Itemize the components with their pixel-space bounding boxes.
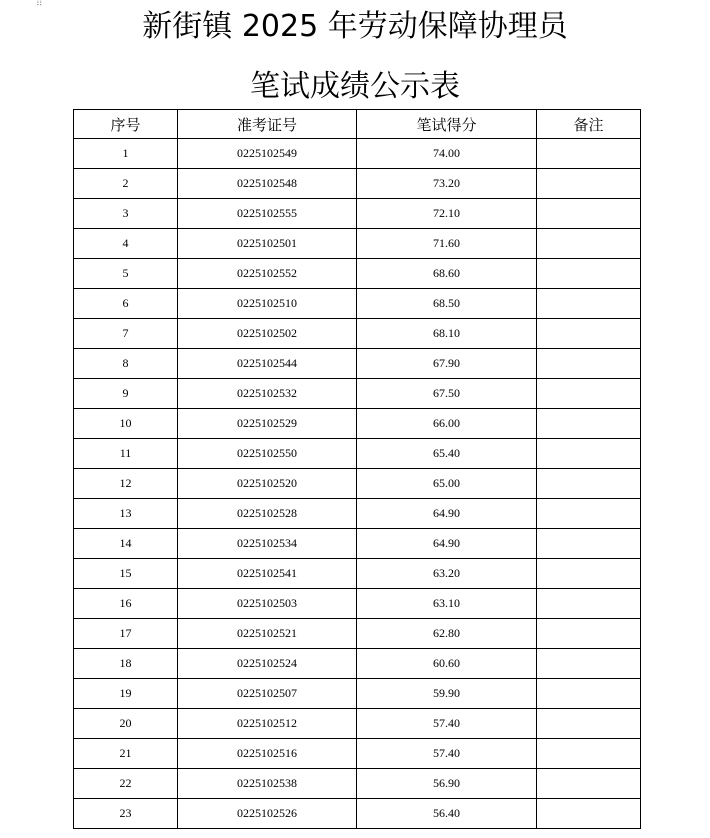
cell-score: 64.90 xyxy=(357,529,537,559)
table-row xyxy=(74,379,641,409)
score-table xyxy=(73,109,641,829)
cell-note xyxy=(537,589,641,619)
cell-exam-id: 0225102538 xyxy=(178,769,357,799)
cell-note xyxy=(537,289,641,319)
cell-score: 72.10 xyxy=(357,199,537,229)
cell-exam-id: 0225102552 xyxy=(178,259,357,289)
cell-score: 62.80 xyxy=(357,619,537,649)
cell-score: 68.50 xyxy=(357,289,537,319)
cell-score: 56.40 xyxy=(357,799,537,829)
cell-note xyxy=(537,469,641,499)
cell-note xyxy=(537,199,641,229)
cell-note xyxy=(537,259,641,289)
cell-exam-id: 0225102501 xyxy=(178,229,357,259)
cell-no: 21 xyxy=(74,739,178,769)
table-row xyxy=(74,259,641,289)
cell-no: 22 xyxy=(74,769,178,799)
table-row xyxy=(74,229,641,259)
cell-note xyxy=(537,679,641,709)
cell-score: 63.20 xyxy=(357,559,537,589)
cell-no: 4 xyxy=(74,229,178,259)
cell-exam-id: 0225102502 xyxy=(178,319,357,349)
cell-note xyxy=(537,349,641,379)
page-subtitle: 笔试成绩公示表 xyxy=(250,69,460,104)
cell-exam-id: 0225102507 xyxy=(178,679,357,709)
cell-exam-id: 0225102541 xyxy=(178,559,357,589)
table-row xyxy=(74,139,641,169)
cell-score: 65.40 xyxy=(357,439,537,469)
cell-score: 57.40 xyxy=(357,709,537,739)
cell-no: 17 xyxy=(74,619,178,649)
cell-exam-id: 0225102555 xyxy=(178,199,357,229)
table-row xyxy=(74,289,641,319)
header-score: 笔试得分 xyxy=(357,110,537,139)
cell-no: 13 xyxy=(74,499,178,529)
table-row xyxy=(74,649,641,679)
cell-no: 10 xyxy=(74,409,178,439)
table-row xyxy=(74,529,641,559)
cell-exam-id: 0225102510 xyxy=(178,289,357,319)
table-row xyxy=(74,559,641,589)
cell-score: 67.50 xyxy=(357,379,537,409)
cell-exam-id: 0225102548 xyxy=(178,169,357,199)
table-row xyxy=(74,739,641,769)
cell-no: 11 xyxy=(74,439,178,469)
header-exam-id: 准考证号 xyxy=(178,110,357,139)
cell-note xyxy=(537,499,641,529)
table-row xyxy=(74,319,641,349)
table-row xyxy=(74,349,641,379)
table-row xyxy=(74,169,641,199)
cell-no: 20 xyxy=(74,709,178,739)
cell-no: 9 xyxy=(74,379,178,409)
table-row xyxy=(74,769,641,799)
cell-exam-id: 0225102549 xyxy=(178,139,357,169)
cell-exam-id: 0225102524 xyxy=(178,649,357,679)
cell-note xyxy=(537,649,641,679)
table-row xyxy=(74,409,641,439)
cell-exam-id: 0225102528 xyxy=(178,499,357,529)
cell-score: 66.00 xyxy=(357,409,537,439)
table-row xyxy=(74,199,641,229)
cell-no: 7 xyxy=(74,319,178,349)
cell-no: 14 xyxy=(74,529,178,559)
cell-no: 2 xyxy=(74,169,178,199)
cell-score: 63.10 xyxy=(357,589,537,619)
cell-note xyxy=(537,769,641,799)
cell-note xyxy=(537,709,641,739)
cell-no: 5 xyxy=(74,259,178,289)
cell-no: 6 xyxy=(74,289,178,319)
cell-exam-id: 0225102512 xyxy=(178,709,357,739)
cell-score: 74.00 xyxy=(357,139,537,169)
cell-no: 12 xyxy=(74,469,178,499)
cell-score: 67.90 xyxy=(357,349,537,379)
table-row xyxy=(74,469,641,499)
cell-exam-id: 0225102503 xyxy=(178,589,357,619)
cell-score: 60.60 xyxy=(357,649,537,679)
cell-exam-id: 0225102534 xyxy=(178,529,357,559)
cell-score: 65.00 xyxy=(357,469,537,499)
cell-exam-id: 0225102520 xyxy=(178,469,357,499)
table-row xyxy=(74,799,641,829)
cell-note xyxy=(537,319,641,349)
table-row xyxy=(74,439,641,469)
cell-note xyxy=(537,799,641,829)
cell-exam-id: 0225102550 xyxy=(178,439,357,469)
cell-exam-id: 0225102532 xyxy=(178,379,357,409)
table-row xyxy=(74,499,641,529)
table-row xyxy=(74,679,641,709)
table-body xyxy=(74,139,641,829)
table-row xyxy=(74,589,641,619)
cell-no: 8 xyxy=(74,349,178,379)
cell-note xyxy=(537,739,641,769)
cell-exam-id: 0225102516 xyxy=(178,739,357,769)
header-note: 备注 xyxy=(537,110,641,139)
cell-no: 19 xyxy=(74,679,178,709)
cell-exam-id: 0225102544 xyxy=(178,349,357,379)
cell-note xyxy=(537,559,641,589)
cell-exam-id: 0225102529 xyxy=(178,409,357,439)
header-no: 序号 xyxy=(74,110,178,139)
cell-exam-id: 0225102526 xyxy=(178,799,357,829)
cell-note xyxy=(537,409,641,439)
table-drag-handle-icon[interactable]: ⠿ xyxy=(36,0,43,9)
cell-score: 68.60 xyxy=(357,259,537,289)
table-row xyxy=(74,709,641,739)
page-title: 新街镇 2025 年劳动保障协理员 xyxy=(142,9,568,44)
cell-score: 57.40 xyxy=(357,739,537,769)
cell-score: 56.90 xyxy=(357,769,537,799)
cell-no: 23 xyxy=(74,799,178,829)
table-header-row xyxy=(74,110,641,139)
cell-note xyxy=(537,169,641,199)
cell-no: 16 xyxy=(74,589,178,619)
cell-score: 59.90 xyxy=(357,679,537,709)
cell-no: 15 xyxy=(74,559,178,589)
cell-note xyxy=(537,139,641,169)
cell-note xyxy=(537,229,641,259)
cell-note xyxy=(537,439,641,469)
cell-no: 1 xyxy=(74,139,178,169)
cell-no: 3 xyxy=(74,199,178,229)
cell-note xyxy=(537,379,641,409)
cell-note xyxy=(537,529,641,559)
table-row xyxy=(74,619,641,649)
cell-score: 71.60 xyxy=(357,229,537,259)
cell-score: 64.90 xyxy=(357,499,537,529)
cell-no: 18 xyxy=(74,649,178,679)
cell-score: 68.10 xyxy=(357,319,537,349)
cell-score: 73.20 xyxy=(357,169,537,199)
cell-note xyxy=(537,619,641,649)
cell-exam-id: 0225102521 xyxy=(178,619,357,649)
